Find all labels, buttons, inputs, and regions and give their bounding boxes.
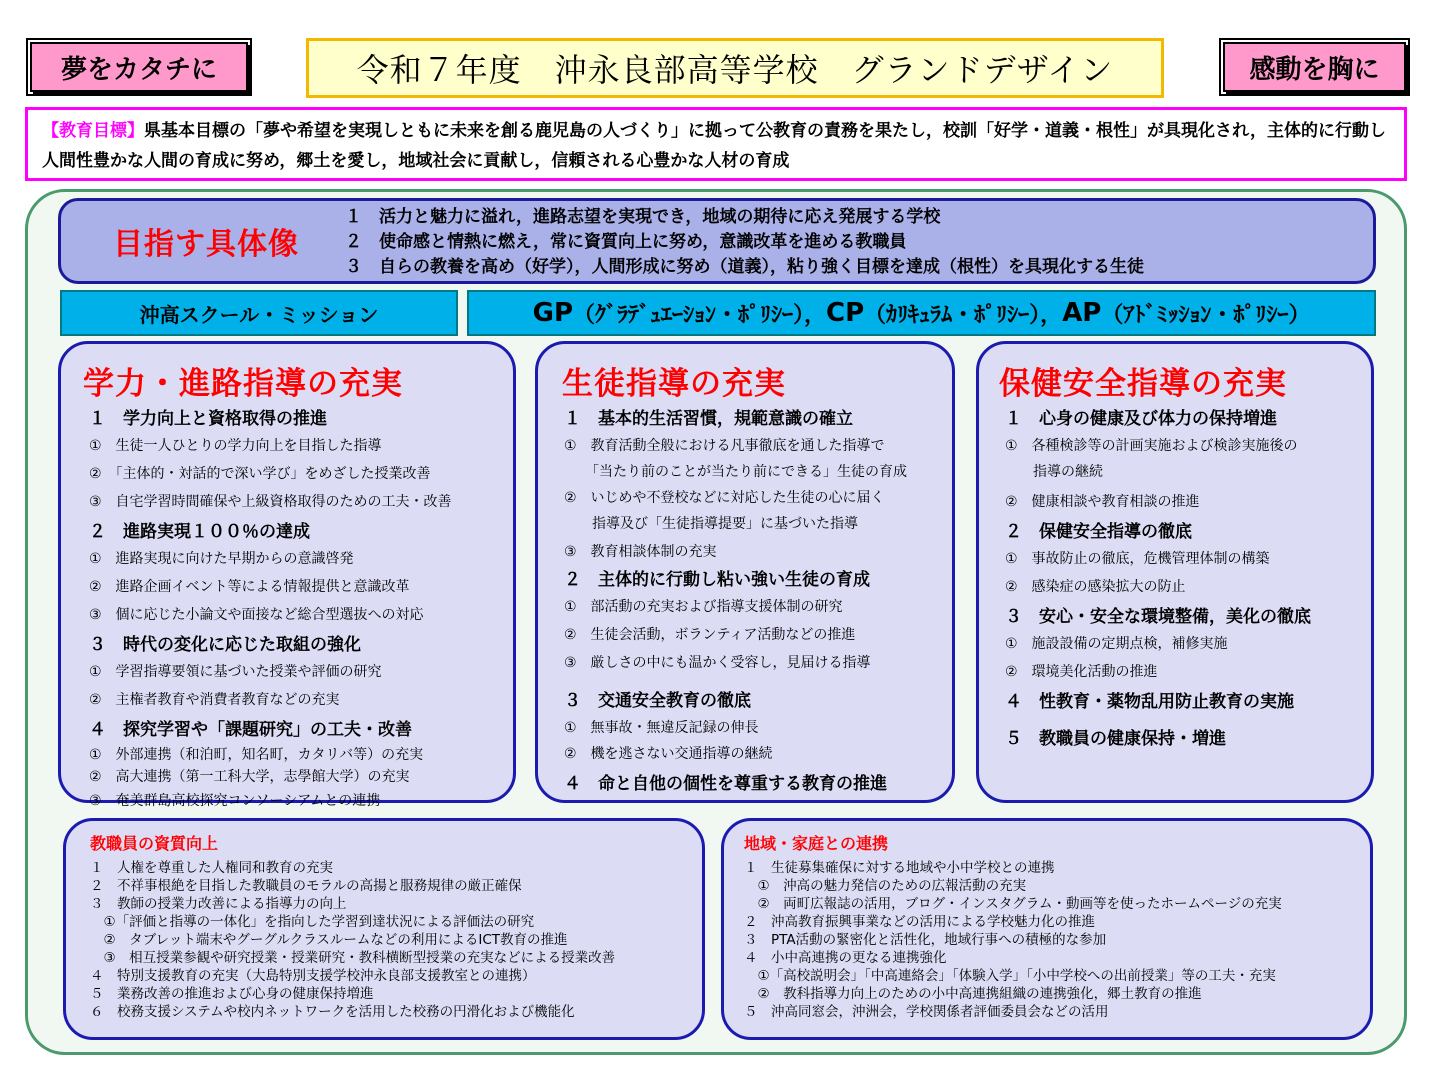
list-item: ① 無事故・無違反記録の伸長 xyxy=(564,720,759,736)
list-item: ① 沖高の魅力発信のための広報活動の充実 xyxy=(744,878,1027,894)
section-title: 保健安全指導の充実 xyxy=(999,366,1287,402)
vision-item: １ 活力と魅力に溢れ，進路志望を実現でき，地域の期待に応え発展する学校 xyxy=(345,207,941,227)
list-item: ① 事故防止の徹底，危機管理体制の構築 xyxy=(1005,551,1270,567)
list-heading: ４ 性教育・薬物乱用防止教育の実施 xyxy=(1005,692,1294,712)
list-item: ② いじめや不登校などに対応した生徒の心に届く xyxy=(564,490,885,506)
education-goal xyxy=(25,107,1407,181)
list-item: ① 施設設備の定期点検，補修実施 xyxy=(1005,636,1228,652)
list-item: ② 高大連携（第一工科大学，志學館大学）の充実 xyxy=(89,769,410,785)
list-item: ② 進路企画イベント等による情報提供と意識改革 xyxy=(89,579,410,595)
list-heading: ５ 教職員の健康保持・増進 xyxy=(1005,729,1226,749)
list-item: ③ 奄美群島高校探究コンソーシアムとの連携 xyxy=(89,793,381,809)
section-community xyxy=(721,818,1373,1040)
list-item: ② 「主体的・対話的で深い学び」をめざした授業改善 xyxy=(89,466,431,482)
list-heading: ３ 時代の変化に応じた取組の強化 xyxy=(89,635,361,655)
list-item: ５ 沖高同窓会，沖洲会，学校関係者評価委員会などの活用 xyxy=(744,1004,1109,1020)
cp-label: CP xyxy=(826,298,865,328)
list-item: ① 各種検診等の計画実施および検診実施後の xyxy=(1005,438,1298,454)
section-staff-quality xyxy=(63,818,705,1040)
list-item: ② タブレット端末やグーグルクラスルームなどの利用によるICT教育の推進 xyxy=(90,932,568,948)
section-student-guidance xyxy=(535,341,955,803)
section-list xyxy=(564,404,907,794)
section-academic xyxy=(58,341,516,809)
list-item: ① 部活動の充実および指導支援体制の研究 xyxy=(564,599,843,615)
section-list xyxy=(744,859,1282,1021)
vision-list xyxy=(345,205,1144,280)
list-item: ② 感染症の感染拡大の防止 xyxy=(1005,579,1186,595)
education-goal-tag: 【教育目標】 xyxy=(42,121,144,141)
list-heading: １ 基本的生活習慣，規範意識の確立 xyxy=(564,409,853,429)
vision-title: 目指す具体像 xyxy=(113,227,299,262)
list-item: ５ 業務改善の推進および心身の健康保持増進 xyxy=(90,986,374,1002)
page-title: 令和７年度 沖永良部高等学校 グランドデザイン xyxy=(306,38,1164,98)
section-list xyxy=(89,404,452,810)
section-list xyxy=(1005,404,1311,749)
list-item: ２ 不祥事根絶を目指した教職員のモラルの高揚と服務規律の厳正確保 xyxy=(90,878,522,894)
vision-item: ２ 使命感と情熱に燃え，常に資質向上に努め，意識改革を進める教職員 xyxy=(345,232,907,252)
ap-desc: （ｱﾄﾞﾐｯｼｮﾝ・ﾎﾟﾘｼｰ） xyxy=(1101,302,1311,328)
vision-item: ３ 自らの教養を高め（好学），人間形成に努め（道義），粘り強く目標を達成（根性）を具現化する生徒 xyxy=(345,257,1144,277)
list-item: 「当たり前のことが当たり前にできる」生徒の育成 xyxy=(564,464,907,480)
section-list xyxy=(90,859,615,1021)
section-title: 学力・進路指導の充実 xyxy=(83,366,403,402)
section-health-safety xyxy=(976,341,1374,803)
list-item: ４ 特別支援教育の充実（大島特別支援学校沖永良部支援教室との連携） xyxy=(90,968,536,984)
section-title: 生徒指導の充実 xyxy=(562,366,786,402)
list-item: ① 教育活動全般における凡事徹底を通した指導で xyxy=(564,438,885,454)
list-heading: ３ 安心・安全な環境整備，美化の徹底 xyxy=(1005,607,1311,627)
gp-desc: （ｸﾞﾗﾃﾞｭｴｰｼｮﾝ・ﾎﾟﾘｼｰ）， xyxy=(573,302,827,328)
list-item: ③ 教育相談体制の充実 xyxy=(564,544,717,560)
cp-desc: （ｶﾘｷｭﾗﾑ・ﾎﾟﾘｼｰ）， xyxy=(864,302,1063,328)
section-title: 地域・家庭との連携 xyxy=(744,834,889,853)
list-heading: ２ 保健安全指導の徹底 xyxy=(1005,522,1192,542)
list-item: ② 生徒会活動，ボランティア活動などの推進 xyxy=(564,627,856,643)
school-mission-bar: 沖高スクール・ミッション xyxy=(60,290,458,336)
list-item: ①「評価と指導の一体化」を指向した学習到達状況による評価法の研究 xyxy=(90,914,535,930)
list-heading: ４ 探究学習や「課題研究」の工夫・改善 xyxy=(89,720,412,740)
list-item: ③ 厳しさの中にも温かく受容し，見届ける指導 xyxy=(564,655,871,671)
list-heading: １ 学力向上と資格取得の推進 xyxy=(89,409,327,429)
vision-box xyxy=(58,198,1376,284)
list-heading: ２ 主体的に行動し粘い強い生徒の育成 xyxy=(564,570,870,590)
list-heading: １ 心身の健康及び体力の保持増進 xyxy=(1005,409,1277,429)
list-item: ２ 沖高教育振興事業などの活用による学校魅力化の推進 xyxy=(744,914,1095,930)
list-heading: ４ 命と自他の個性を尊重する教育の推進 xyxy=(564,774,887,794)
list-item: ４ 小中高連携の更なる連携強化 xyxy=(744,950,947,966)
list-item: ② 環境美化活動の推進 xyxy=(1005,664,1158,680)
motto-left-label: 夢をカタチに xyxy=(30,42,248,92)
motto-right-label: 感動を胸に xyxy=(1223,42,1406,92)
list-item: ① 生徒一人ひとりの学力向上を目指した指導 xyxy=(89,438,382,454)
list-item: ② 両町広報誌の活用，ブログ・インスタグラム・動画等を使ったホームページの充実 xyxy=(744,896,1282,912)
list-item: ③ 自宅学習時間確保や上級資格取得のための工夫・改善 xyxy=(89,494,452,510)
list-item: ③ 個に応じた小論文や面接など総合型選抜への対応 xyxy=(89,607,424,623)
education-goal-text: 県基本目標の「夢や希望を実現しともに未来を創る鹿児島の人づくり」に拠って公教育の責務を果たし，校訓「好学・道義・根性」が具現化され，主体的に行動し人間性豊かな人間の育成に努め，郷土を愛し，地域社会に貢献し，信頼される心豊かな人材の育成 xyxy=(42,121,1387,171)
list-item: 指導の継続 xyxy=(1005,464,1103,480)
list-item: ① 進路実現に向けた早期からの意識啓発 xyxy=(89,551,354,567)
section-title: 教職員の資質向上 xyxy=(90,834,219,853)
list-item: １ 人権を尊重した人権同和教育の充実 xyxy=(90,860,333,876)
list-item: 指導及び「生徒指導提要」に基づいた指導 xyxy=(564,516,858,532)
ap-label: AP xyxy=(1062,298,1102,328)
list-item: ３ PTA活動の緊密化と活性化，地域行事への積極的な参加 xyxy=(744,932,1107,948)
list-item: ①「高校説明会」「中高連絡会」「体験入学」「小中学校への出前授業」等の工夫・充実 xyxy=(744,968,1276,984)
list-item: ② 主権者教育や消費者教育などの充実 xyxy=(89,692,340,708)
list-item: ① 学習指導要領に基づいた授業や評価の研究 xyxy=(89,664,382,680)
list-item: ② 機を逃さない交通指導の継続 xyxy=(564,746,773,762)
list-item: １ 生徒募集確保に対する地域や小中学校との連携 xyxy=(744,860,1055,876)
list-item: ③ 相互授業参観や研究授業・授業研究・教科横断型授業の充実などによる授業改善 xyxy=(90,950,616,966)
list-heading: ３ 交通安全教育の徹底 xyxy=(564,691,751,711)
list-heading: ２ 進路実現１００％の達成 xyxy=(89,522,310,542)
list-item: ３ 教師の授業力改善による指導力の向上 xyxy=(90,896,347,912)
policy-bar xyxy=(467,290,1376,336)
list-item: ② 教科指導力向上のための小中高連携組織の連携強化，郷土教育の推進 xyxy=(744,986,1202,1002)
list-item: ② 健康相談や教育相談の推進 xyxy=(1005,494,1200,510)
list-item: ６ 校務支援システムや校内ネットワークを活用した校務の円滑化および機能化 xyxy=(90,1004,575,1020)
gp-label: GP xyxy=(532,298,574,328)
list-item: ① 外部連携（和泊町，知名町，カタリバ等）の充実 xyxy=(89,747,424,763)
